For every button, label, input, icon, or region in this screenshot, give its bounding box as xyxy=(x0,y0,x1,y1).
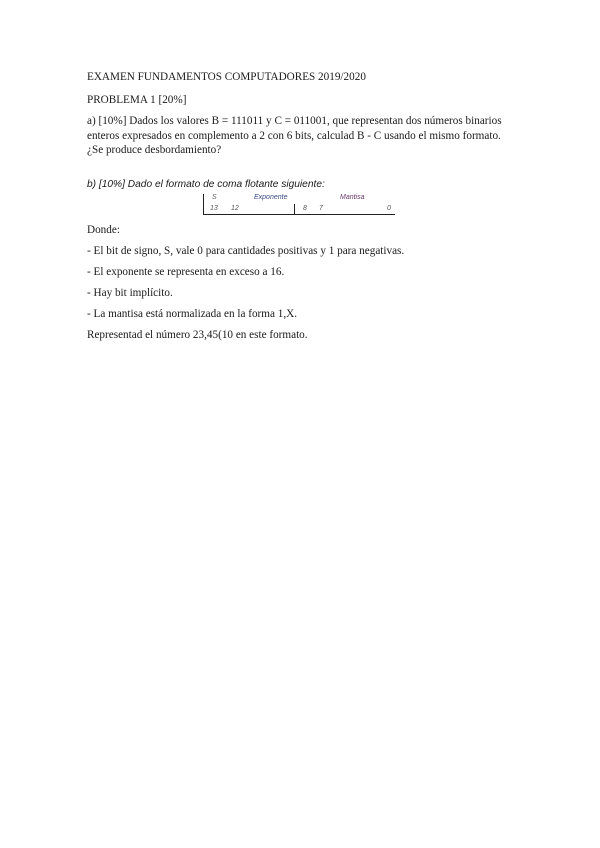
bullet-mantissa: - La mantisa está normalizada en la forma 1,X. xyxy=(87,308,297,320)
bit-13-label: 13 xyxy=(210,205,218,212)
bullet-exponent: - El exponente se representa en exceso a 16. xyxy=(87,266,285,278)
diagram-bottom-border xyxy=(203,214,395,215)
float-format-diagram xyxy=(203,194,395,215)
bit-7-label: 7 xyxy=(319,205,323,212)
part-a-text: a) [10%] Dados los valores B = 111011 y C = 011001, que representan dos números binarios enteros expresados en complemento a 2 con 6 bits, calculad B - C usando el mismo formato. ¿Se produce desbordamiento? xyxy=(87,115,502,156)
bullet-implicit-bit: - Hay bit implícito. xyxy=(87,287,173,299)
exam-title: EXAMEN FUNDAMENTOS COMPUTADORES 2019/2020 xyxy=(87,71,366,83)
problem-heading: PROBLEMA 1 [20%] xyxy=(87,94,187,106)
donde-label: Donde: xyxy=(87,224,120,236)
field-mantissa-label: Mantisa xyxy=(340,194,365,201)
bit-0-label: 0 xyxy=(387,205,391,212)
bit-12-label: 12 xyxy=(231,205,239,212)
diagram-left-border xyxy=(203,194,204,215)
bit-8-label: 8 xyxy=(303,205,307,212)
bullet-sign-bit: - El bit de signo, S, vale 0 para cantidades positivas y 1 para negativas. xyxy=(87,245,405,257)
part-b-intro: b) [10%] Dado el formato de coma flotante siguiente: xyxy=(87,179,325,190)
field-exponent-label: Exponente xyxy=(254,194,288,201)
closing-instruction: Representad el número 23,45(10 en este formato. xyxy=(87,329,308,341)
field-sign-label: S xyxy=(212,194,217,201)
